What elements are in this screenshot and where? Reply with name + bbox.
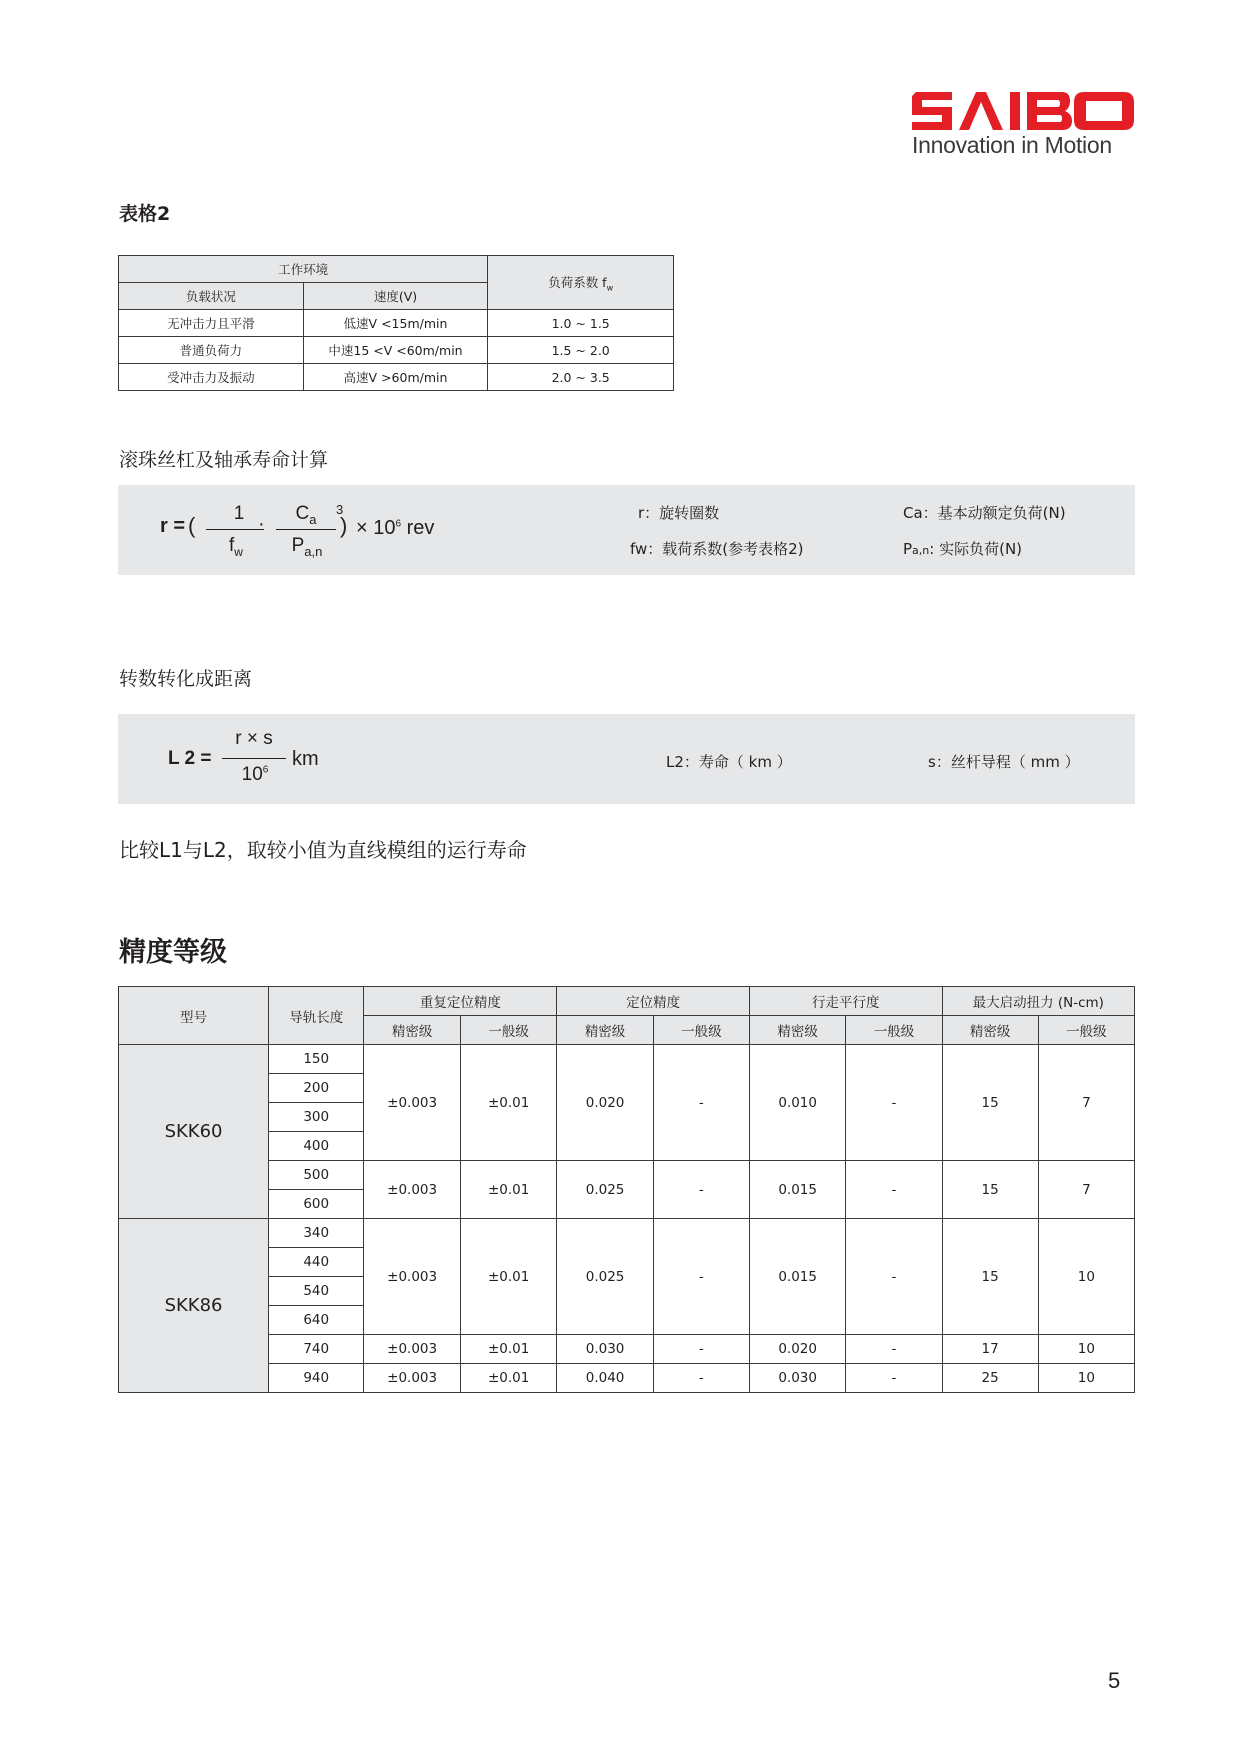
distance-den-base: 10 [241, 764, 263, 785]
table-row [119, 1161, 1135, 1190]
cell-coef: 1.5 ~ 2.0 [488, 337, 674, 364]
length-cell: 600 [269, 1190, 364, 1219]
value-cell: ±0.01 [460, 1045, 556, 1161]
header-general: 一般级 [460, 1016, 556, 1045]
value-cell: 25 [942, 1364, 1038, 1393]
formula-open-paren: ( [188, 513, 196, 538]
load-factor-table [118, 255, 674, 391]
pa-label: P [291, 535, 305, 556]
table-row [119, 364, 674, 391]
distance-unit: km [292, 748, 319, 770]
precision-title: 精度等级 [119, 937, 227, 968]
fraction-den-pan [278, 535, 336, 559]
cell-coef: 1.0 ~ 1.5 [488, 310, 674, 337]
distance-lhs: L 2 = [168, 748, 212, 769]
value-cell: ±0.01 [460, 1161, 556, 1219]
distance-den-exp: 6 [262, 764, 269, 776]
length-cell: 150 [269, 1045, 364, 1074]
value-cell: 15 [942, 1219, 1038, 1335]
value-cell: - [846, 1364, 942, 1393]
logo-tagline: Innovation in Motion [912, 132, 1112, 158]
value-cell: 10 [1038, 1335, 1134, 1364]
life-formula-box [118, 485, 1135, 575]
header-general: 一般级 [846, 1016, 942, 1045]
table-row [119, 1219, 1135, 1248]
value-cell: - [846, 1045, 942, 1161]
value-cell: ±0.01 [460, 1364, 556, 1393]
value-cell: 0.025 [557, 1161, 653, 1219]
model-name-cell: SKK86 [119, 1219, 269, 1393]
table2-title: 表格2 [119, 203, 171, 225]
legend-l2: L2：寿命（ km ） [666, 753, 792, 771]
value-cell: - [846, 1161, 942, 1219]
cell-load: 普通负荷力 [119, 337, 304, 364]
length-cell: 740 [269, 1335, 364, 1364]
legend-pan-text: : 实际负荷(N) [929, 540, 1023, 558]
formula-dot: · [258, 513, 265, 535]
ca-label: C [295, 503, 310, 524]
logo-wordmark [912, 92, 1134, 130]
value-cell: ±0.01 [460, 1219, 556, 1335]
pa-sub: a,n [304, 543, 323, 559]
formula-close-paren: ) [340, 513, 348, 538]
value-cell: 0.020 [557, 1045, 653, 1161]
precision-table [118, 986, 1135, 1393]
value-cell: - [653, 1364, 749, 1393]
value-cell: ±0.003 [364, 1335, 461, 1364]
distance-num: r × s [235, 728, 273, 749]
distance-formula-box [118, 714, 1135, 804]
distance-title: 转数转化成距离 [119, 668, 253, 690]
header-fine: 精密级 [364, 1016, 461, 1045]
life-title: 滚珠丝杠及轴承寿命计算 [119, 449, 329, 471]
table-row [119, 337, 674, 364]
table-row [119, 1364, 1135, 1393]
value-cell: ±0.01 [460, 1335, 556, 1364]
header-load: 负载状况 [119, 283, 304, 310]
cell-load: 受冲击力及振动 [119, 364, 304, 391]
fraction-num-one: 1 [233, 503, 245, 524]
value-cell: 0.040 [557, 1364, 653, 1393]
header-coef-sub: w [606, 283, 614, 293]
header-length: 导轨长度 [269, 987, 364, 1045]
value-cell: 0.020 [749, 1335, 845, 1364]
formula-times-10 [356, 517, 434, 540]
cell-coef: 2.0 ~ 3.5 [488, 364, 674, 391]
exp-six: 6 [395, 518, 402, 530]
header-group-torque: 最大启动扭力 (N-cm) [942, 987, 1134, 1016]
value-cell: 15 [942, 1161, 1038, 1219]
value-cell: 17 [942, 1335, 1038, 1364]
header-general: 一般级 [653, 1016, 749, 1045]
formula-exp-3: 3 [336, 502, 344, 517]
header-coef-label: 负荷系数 f [548, 274, 607, 290]
legend-pan-sub: a,n [912, 544, 930, 557]
value-cell: ±0.003 [364, 1161, 461, 1219]
cell-speed: 高速V >60m/min [303, 364, 488, 391]
value-cell: 7 [1038, 1045, 1134, 1161]
header-model: 型号 [119, 987, 269, 1045]
length-cell: 540 [269, 1277, 364, 1306]
ca-sub: a [309, 511, 317, 527]
times-ten: × 10 [356, 517, 396, 539]
distance-den [228, 764, 282, 786]
fraction-bar [206, 529, 264, 530]
legend-pan-prefix: P [903, 540, 913, 558]
value-cell: - [846, 1335, 942, 1364]
legend-s: s：丝杆导程（ mm ） [928, 753, 1080, 771]
header-coef [488, 256, 674, 310]
value-cell: - [846, 1219, 942, 1335]
legend-pan [903, 538, 1022, 559]
length-cell: 440 [269, 1248, 364, 1277]
legend-fw: fw：载荷系数(参考表格2) [630, 540, 804, 558]
value-cell: - [653, 1335, 749, 1364]
length-cell: 300 [269, 1103, 364, 1132]
compare-text: 比较L1与L2，取较小值为直线模组的运行寿命 [119, 838, 527, 862]
formula-lhs: r = [160, 515, 186, 537]
value-cell: 0.015 [749, 1161, 845, 1219]
cell-speed: 中速15 <V <60m/min [303, 337, 488, 364]
value-cell: ±0.003 [364, 1364, 461, 1393]
fraction-den-fw [216, 535, 256, 559]
length-cell: 500 [269, 1161, 364, 1190]
legend-r: r：旋转圈数 [638, 504, 720, 522]
length-cell: 940 [269, 1364, 364, 1393]
header-group-repeat: 重复定位精度 [364, 987, 557, 1016]
value-cell: 0.030 [749, 1364, 845, 1393]
fw-sub: w [234, 544, 243, 559]
precision-table-body [119, 987, 1135, 1393]
page-number: 5 [1108, 1668, 1121, 1693]
distance-fraction-bar [222, 758, 286, 759]
legend-ca: Ca：基本动额定负荷(N) [903, 504, 1066, 522]
value-cell: 10 [1038, 1364, 1134, 1393]
value-cell: 15 [942, 1045, 1038, 1161]
length-cell: 340 [269, 1219, 364, 1248]
value-cell: - [653, 1219, 749, 1335]
value-cell: ±0.003 [364, 1045, 461, 1161]
cell-load: 无冲击力且平滑 [119, 310, 304, 337]
value-cell: ±0.003 [364, 1219, 461, 1335]
value-cell: - [653, 1161, 749, 1219]
cell-speed: 低速V <15m/min [303, 310, 488, 337]
saibo-logo-icon [912, 92, 1134, 130]
header-fine: 精密级 [942, 1016, 1038, 1045]
brand-logo [912, 92, 1134, 159]
length-cell: 200 [269, 1074, 364, 1103]
header-group-position: 定位精度 [557, 987, 750, 1016]
value-cell: 0.025 [557, 1219, 653, 1335]
value-cell: 7 [1038, 1161, 1134, 1219]
value-cell: 0.015 [749, 1219, 845, 1335]
fraction-num-ca [282, 503, 330, 527]
header-env: 工作环境 [119, 256, 488, 283]
model-name-cell: SKK60 [119, 1045, 269, 1219]
length-cell: 400 [269, 1132, 364, 1161]
table-row [119, 310, 674, 337]
fraction-bar-2 [276, 529, 336, 530]
table-row [119, 1045, 1135, 1074]
header-fine: 精密级 [557, 1016, 653, 1045]
header-group-parallel: 行走平行度 [749, 987, 942, 1016]
value-cell: 0.030 [557, 1335, 653, 1364]
value-cell: - [653, 1045, 749, 1161]
header-general: 一般级 [1038, 1016, 1134, 1045]
header-fine: 精密级 [749, 1016, 845, 1045]
fw-label: f [229, 535, 235, 556]
header-speed: 速度(V) [303, 283, 488, 310]
value-cell: 10 [1038, 1219, 1134, 1335]
length-cell: 640 [269, 1306, 364, 1335]
formula-unit: rev [406, 517, 435, 539]
value-cell: 0.010 [749, 1045, 845, 1161]
table-row [119, 1335, 1135, 1364]
